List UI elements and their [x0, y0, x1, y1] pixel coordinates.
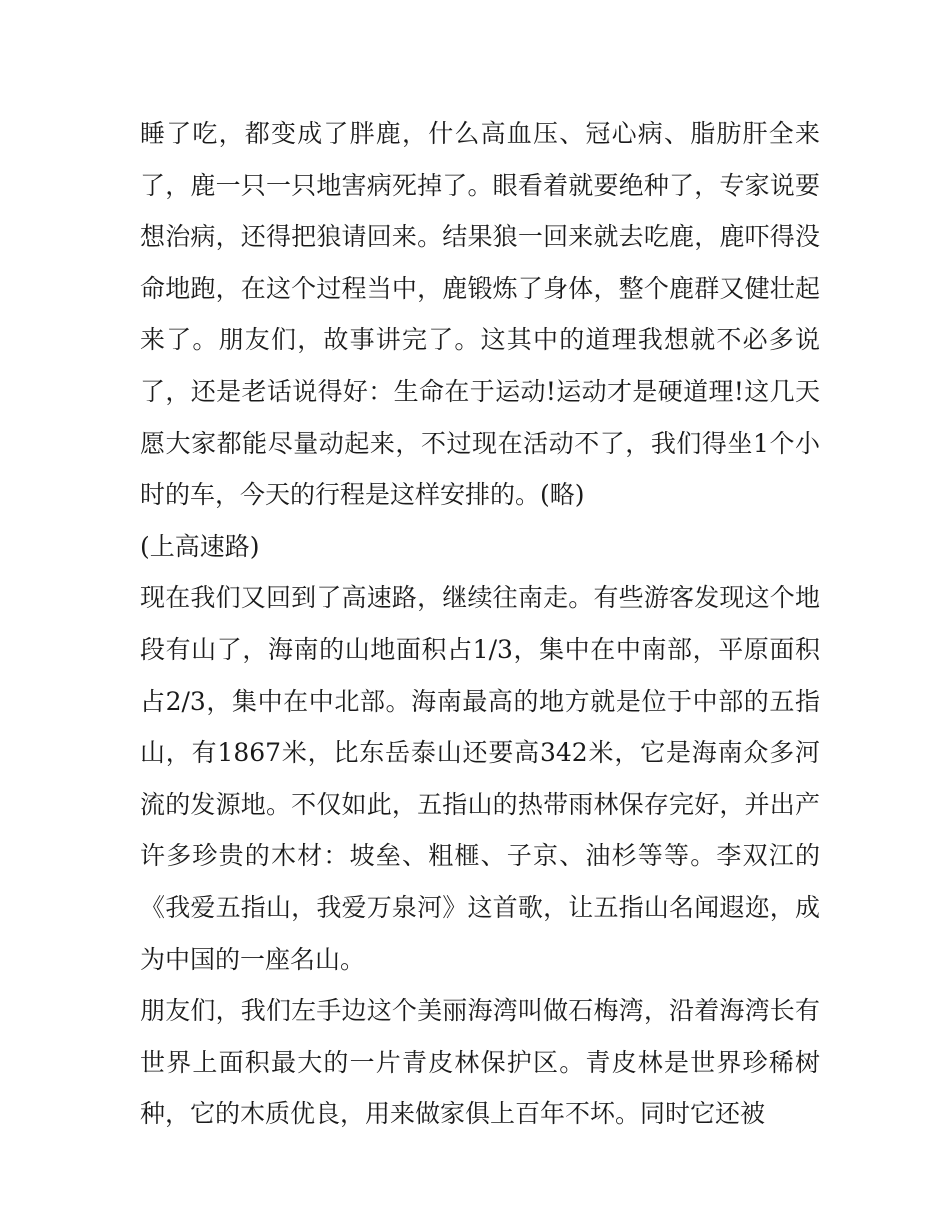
text-line: 来了。朋友们，故事讲完了。这其中的道理我想就不必多说 — [140, 325, 820, 355]
text-line: 朋友们，我们左手边这个美丽海湾叫做石梅湾，沿着海湾长有 — [140, 996, 820, 1026]
document-body — [140, 108, 820, 1140]
text-line: 种，它的木质优良，用来做家俱上百年不坏。同时它还被 — [140, 1099, 766, 1129]
text-line: 流的发源地。不仅如此，五指山的热带雨林保存完好，并出产 — [140, 789, 820, 819]
text-line: 想治病，还得把狼请回来。结果狼一回来就去吃鹿，鹿吓得没 — [140, 222, 820, 252]
text-line: 时的车，今天的行程是这样安排的。(略) — [140, 480, 585, 510]
text-line: 命地跑，在这个过程当中，鹿锻炼了身体，整个鹿群又健壮起 — [140, 273, 820, 303]
text-line: 段有山了，海南的山地面积占1/3，集中在中南部，平原面积 — [140, 634, 820, 664]
text-line: 占2/3，集中在中北部。海南最高的地方就是位于中部的五指 — [140, 686, 820, 716]
text-line: 现在我们又回到了高速路，继续往南走。有些游客发现这个地 — [140, 583, 820, 613]
text-line: 睡了吃，都变成了胖鹿，什么高血压、冠心病、脂肪肝全来 — [140, 119, 820, 148]
text-line: 了，还是老话说得好：生命在于运动!运动才是硬道理!这几天 — [140, 376, 820, 406]
text-line: 为中国的一座名山。 — [140, 944, 366, 974]
text-line: 了，鹿一只一只地害病死掉了。眼看着就要绝种了，专家说要 — [140, 170, 820, 200]
text-line: 许多珍贵的木材：坡垒、粗榧、子京、油杉等等。李双江的 — [140, 841, 820, 871]
text-line: 山，有1867米，比东岳泰山还要高342米，它是海南众多河 — [140, 738, 820, 768]
section-heading: (上高速路) — [140, 531, 260, 561]
text-line: 世界上面积最大的一片青皮林保护区。青皮林是世界珍稀树 — [140, 1047, 820, 1077]
text-line: 《我爱五指山，我爱万泉河》这首歌，让五指山名闻遐迩，成 — [140, 892, 820, 922]
text-line: 愿大家都能尽量动起来，不过现在活动不了，我们得坐1个小 — [140, 428, 820, 458]
